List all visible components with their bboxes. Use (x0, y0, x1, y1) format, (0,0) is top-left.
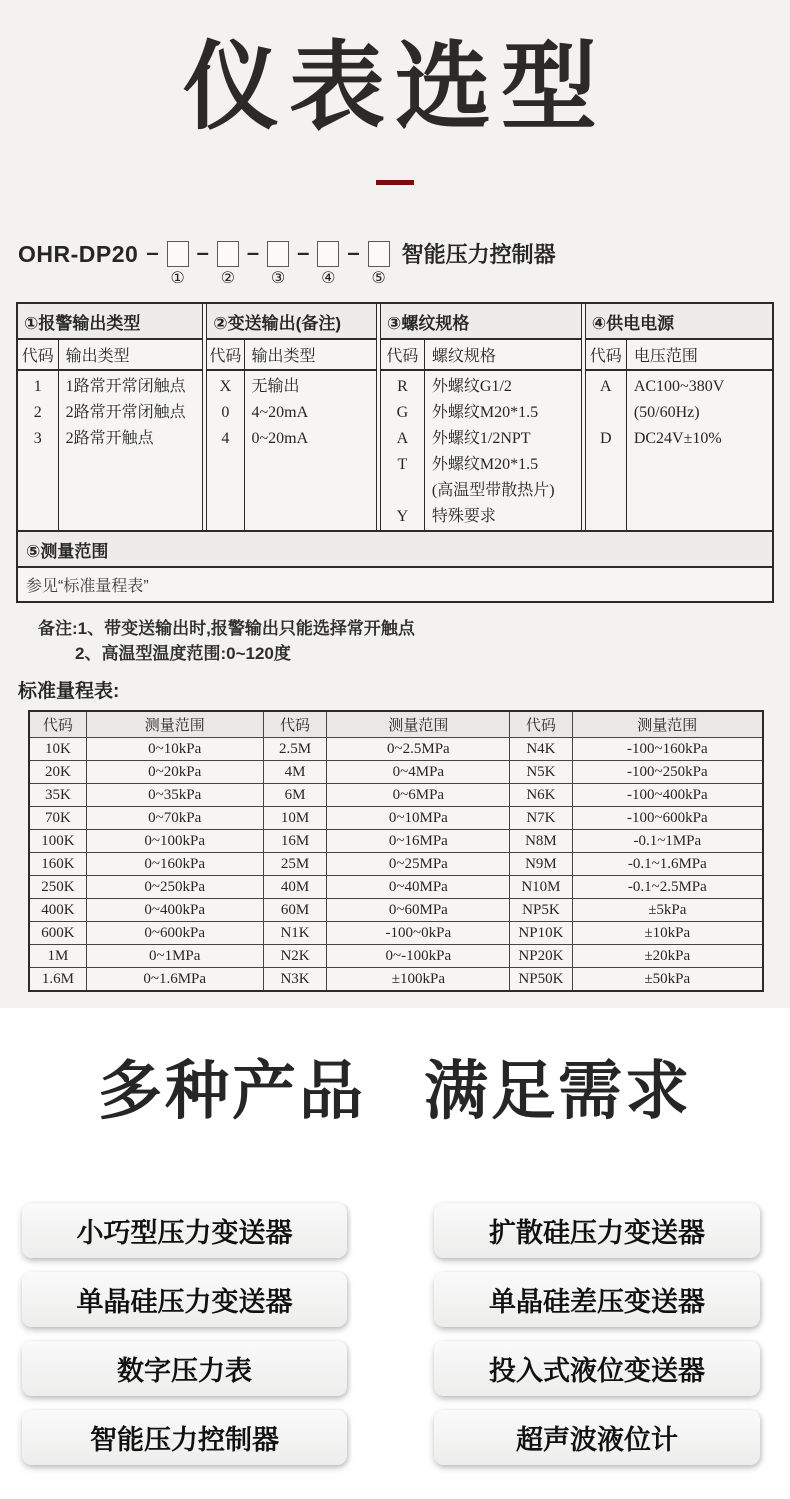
range-cell: 60M (263, 899, 327, 922)
range-cell: NP10K (510, 922, 572, 945)
position-label: ① (170, 270, 185, 287)
range-cell: N4K (510, 738, 572, 761)
placeholder-box (217, 241, 239, 267)
range-cell: -100~250kPa (572, 761, 763, 784)
position-label: ③ (270, 270, 286, 287)
range-cell: 0~25MPa (327, 853, 510, 876)
range-cell: NP50K (510, 968, 572, 992)
range-cell: 400K (29, 899, 86, 922)
value-cell: (高温型带散热片) (431, 482, 555, 499)
range-cell: NP5K (510, 899, 572, 922)
notes-block (38, 616, 790, 666)
range-row (29, 738, 763, 761)
selection-table (16, 302, 774, 603)
range-row (29, 922, 763, 945)
code-cell: A (396, 430, 409, 447)
dash-separator: – (146, 240, 159, 265)
section-title: ②变送输出(备注) (207, 304, 376, 340)
section-title: ①报警输出类型 (18, 304, 202, 340)
model-suffix: 智能压力控制器 (401, 242, 556, 267)
section-body (18, 371, 202, 530)
code-cell: D (600, 430, 612, 447)
section-subheader (207, 340, 376, 371)
accent-dash (376, 180, 414, 185)
range-cell: 0~100kPa (86, 830, 263, 853)
placeholder-box (267, 241, 289, 267)
value-cell: AC100~380V (633, 378, 725, 395)
value-cell: (50/60Hz) (633, 404, 700, 421)
range-cell: 16M (263, 830, 327, 853)
range-cell: 0~-100kPa (327, 945, 510, 968)
range-col-header: 测量范围 (327, 711, 510, 738)
range-table-label: 标准量程表: (18, 681, 120, 702)
range-cell: NP20K (510, 945, 572, 968)
column-header-type: 电压范围 (633, 348, 698, 365)
column-header-code: 代码 (381, 340, 425, 369)
range-cell: 25M (263, 853, 327, 876)
value-cell: 外螺纹1/2NPT (431, 430, 531, 447)
column-header-type: 螺纹规格 (431, 348, 496, 365)
value-cell: 外螺纹M20*1.5 (431, 456, 539, 473)
column-header-type: 输出类型 (251, 348, 316, 365)
note-line-2: 2、高温型温度范围:0~120度 (75, 644, 291, 663)
range-cell: 2.5M (263, 738, 327, 761)
column-header-code: 代码 (18, 340, 59, 369)
range-row (29, 876, 763, 899)
range-cell: N2K (263, 945, 327, 968)
range-row (29, 807, 763, 830)
value-cell: 2路常开常闭触点 (65, 404, 186, 421)
code-cell: T (397, 456, 408, 473)
range-cell: 250K (29, 876, 86, 899)
placeholder-box (368, 241, 390, 267)
dash-separator: – (347, 240, 360, 265)
range-row (29, 899, 763, 922)
model-placeholder (217, 241, 239, 287)
range-cell: -0.1~1.6MPa (572, 853, 763, 876)
range-cell: 0~40MPa (327, 876, 510, 899)
range-cell: 0~600kPa (86, 922, 263, 945)
range-cell: 0~10MPa (327, 807, 510, 830)
range-cell: 0~400kPa (86, 899, 263, 922)
product-button[interactable]: 单晶硅压力变送器 (22, 1272, 347, 1327)
range-cell: 70K (29, 807, 86, 830)
code-cell (586, 400, 626, 426)
value-cell: 外螺纹M20*1.5 (431, 404, 539, 421)
selection-section-transmit-output (206, 304, 377, 530)
product-button[interactable]: 单晶硅差压变送器 (434, 1272, 760, 1327)
range-cell: 100K (29, 830, 86, 853)
range-cell: N9M (510, 853, 572, 876)
code-cell: 3 (33, 430, 42, 447)
range-row (29, 761, 763, 784)
code-cell: G (396, 404, 409, 421)
code-cell: A (600, 378, 612, 395)
range-cell: N7K (510, 807, 572, 830)
code-cell: X (219, 378, 232, 395)
section-title: ④供电电源 (586, 304, 772, 340)
model-placeholder (317, 241, 339, 287)
heading-left: 多种产品 (98, 1055, 366, 1127)
products-section (0, 1008, 790, 1499)
position-label: ② (220, 270, 235, 287)
range-cell: N3K (263, 968, 327, 992)
range-col-header: 代码 (263, 711, 327, 738)
dash-separator: – (246, 240, 260, 265)
placeholder-box (317, 241, 339, 267)
range-row (29, 784, 763, 807)
value-cell: 外螺纹G1/2 (431, 378, 512, 395)
section-body (207, 371, 376, 530)
position-label: ④ (321, 270, 336, 287)
selection-section-alarm-output (18, 304, 203, 530)
measure-range-title: ⑤测量范围 (18, 530, 772, 568)
standard-range-table (28, 710, 764, 992)
section-subheader (586, 340, 772, 371)
product-button[interactable]: 数字压力表 (22, 1341, 347, 1396)
column-header-code: 代码 (586, 340, 627, 369)
range-table-header-row (29, 711, 763, 738)
range-cell: 1M (29, 945, 86, 968)
section-body (381, 371, 581, 530)
range-cell: 10K (29, 738, 86, 761)
placeholder-box (167, 241, 189, 267)
range-cell: 0~6MPa (327, 784, 510, 807)
product-button[interactable]: 投入式液位变送器 (434, 1341, 760, 1396)
range-row (29, 853, 763, 876)
range-cell: 0~1MPa (86, 945, 263, 968)
range-cell: -0.1~2.5MPa (572, 876, 763, 899)
range-cell: 0~4MPa (327, 761, 510, 784)
range-cell: 0~10kPa (86, 738, 263, 761)
range-cell: N6K (510, 784, 572, 807)
page-title: 仪表选型 (183, 34, 607, 141)
measure-range-value: 参见“标准量程表” (26, 578, 149, 595)
range-cell: 160K (29, 853, 86, 876)
range-cell: 0~16MPa (327, 830, 510, 853)
column-header-type: 输出类型 (65, 348, 130, 365)
model-placeholder (167, 241, 189, 287)
range-cell: 6M (263, 784, 327, 807)
range-cell: 0~35kPa (86, 784, 263, 807)
product-button-grid (22, 1203, 790, 1465)
range-cell: 35K (29, 784, 86, 807)
range-cell: ±100kPa (327, 968, 510, 992)
code-cell: R (397, 378, 408, 395)
code-cell: 2 (33, 404, 42, 421)
range-row (29, 830, 763, 853)
value-cell: 1路常开常闭触点 (65, 378, 186, 395)
product-button[interactable]: 扩散硅压力变送器 (434, 1203, 760, 1258)
section-subheader (18, 340, 202, 371)
range-cell: 0~70kPa (86, 807, 263, 830)
range-col-header: 测量范围 (86, 711, 263, 738)
range-cell: 40M (263, 876, 327, 899)
range-col-header: 代码 (29, 711, 86, 738)
range-cell: 4M (263, 761, 327, 784)
range-cell: ±50kPa (572, 968, 763, 992)
range-cell: ±20kPa (572, 945, 763, 968)
dash-separator: – (297, 240, 310, 265)
product-button[interactable]: 智能压力控制器 (22, 1410, 347, 1465)
value-cell: 无输出 (251, 378, 300, 395)
position-label: ⑤ (371, 270, 386, 287)
selection-section-power-supply (585, 304, 772, 530)
column-header-code: 代码 (207, 340, 244, 369)
range-cell: 0~60MPa (327, 899, 510, 922)
range-row (29, 968, 763, 992)
range-row (29, 945, 763, 968)
range-cell: -100~0kPa (327, 922, 510, 945)
model-placeholder (368, 241, 390, 287)
range-cell: N5K (510, 761, 572, 784)
range-cell: ±10kPa (572, 922, 763, 945)
value-cell: 特殊要求 (431, 508, 496, 525)
note-line-1: 备注:1、带变送输出时,报警输出只能选择常开触点 (38, 619, 415, 638)
range-cell: 0~160kPa (86, 853, 263, 876)
range-cell: -0.1~1MPa (572, 830, 763, 853)
code-cell (381, 478, 424, 504)
range-cell: ±5kPa (572, 899, 763, 922)
range-cell: N1K (263, 922, 327, 945)
selection-section-thread-spec (380, 304, 582, 530)
range-cell: -100~160kPa (572, 738, 763, 761)
section-title: ③螺纹规格 (381, 304, 581, 340)
range-cell: 20K (29, 761, 86, 784)
dash-separator: – (196, 240, 209, 265)
value-cell: 0~20mA (251, 430, 309, 447)
model-code-line (18, 241, 790, 287)
range-cell: 0~1.6MPa (86, 968, 263, 992)
product-button[interactable]: 小巧型压力变送器 (22, 1203, 347, 1258)
selection-columns (18, 304, 772, 530)
value-cell: 4~20mA (251, 404, 309, 421)
range-cell: -100~600kPa (572, 807, 763, 830)
model-placeholder (267, 241, 289, 287)
value-cell: 2路常开触点 (65, 430, 154, 447)
range-cell: 10M (263, 807, 327, 830)
section-subheader (381, 340, 581, 371)
product-button[interactable]: 超声波液位计 (434, 1410, 760, 1465)
range-col-header: 代码 (510, 711, 572, 738)
range-cell: 0~20kPa (86, 761, 263, 784)
section-body (586, 371, 772, 530)
range-cell: 0~2.5MPa (327, 738, 510, 761)
code-cell: 1 (33, 378, 42, 395)
heading-right: 满足需求 (424, 1055, 692, 1127)
range-col-header: 测量范围 (572, 711, 763, 738)
range-cell: 600K (29, 922, 86, 945)
products-heading (0, 1008, 790, 1125)
range-cell: N8M (510, 830, 572, 853)
code-cell: Y (396, 508, 409, 525)
range-cell: 1.6M (29, 968, 86, 992)
range-cell: -100~400kPa (572, 784, 763, 807)
range-cell: N10M (510, 876, 572, 899)
value-cell: DC24V±10% (633, 430, 722, 447)
model-prefix: OHR-DP20 (18, 241, 139, 267)
code-cell: 4 (221, 430, 230, 447)
range-cell: 0~250kPa (86, 876, 263, 899)
code-cell: 0 (221, 404, 230, 421)
